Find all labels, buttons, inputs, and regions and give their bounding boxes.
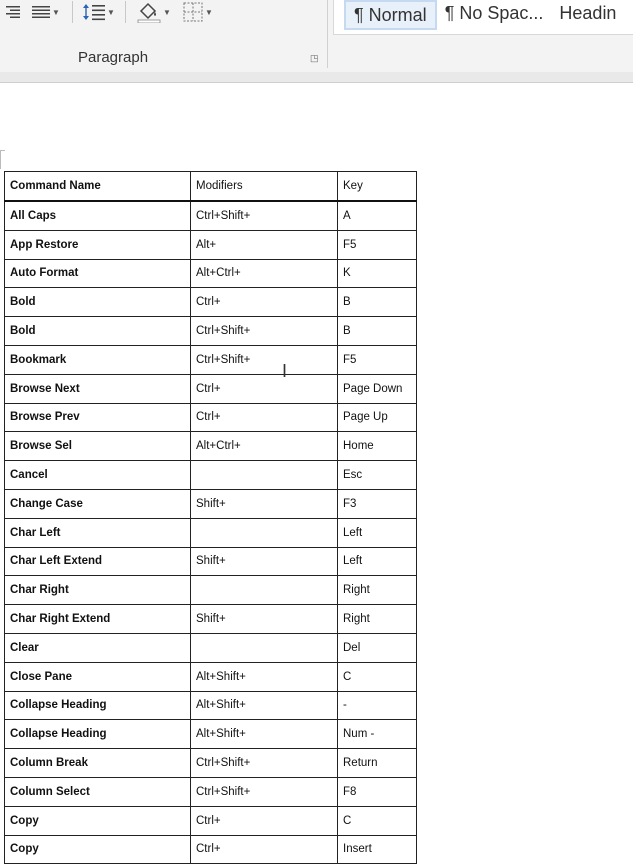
- cell-key[interactable]: Right: [338, 605, 417, 634]
- cell-key[interactable]: Left: [338, 547, 417, 576]
- cell-modifiers[interactable]: [191, 518, 338, 547]
- cell-command-name[interactable]: Char Right: [5, 576, 191, 605]
- table-row: [5, 432, 417, 461]
- margin-marker: [0, 150, 5, 169]
- cell-command-name[interactable]: All Caps: [5, 201, 191, 230]
- cell-command-name[interactable]: Column Select: [5, 777, 191, 806]
- chevron-down-icon: ▼: [107, 7, 115, 17]
- borders-button[interactable]: [176, 1, 220, 23]
- cell-command-name[interactable]: Collapse Heading: [5, 720, 191, 749]
- cell-modifiers[interactable]: Alt+: [191, 230, 338, 259]
- cell-key[interactable]: F5: [338, 230, 417, 259]
- table-row: [5, 345, 417, 374]
- cell-key[interactable]: Page Down: [338, 374, 417, 403]
- chevron-down-icon: ▼: [52, 7, 60, 17]
- line-spacing-icon: [83, 2, 105, 22]
- cell-modifiers[interactable]: Alt+Ctrl+: [191, 259, 338, 288]
- group-divider: [327, 0, 328, 68]
- cell-key[interactable]: Num -: [338, 720, 417, 749]
- paragraph-group-label: Paragraph: [78, 49, 149, 66]
- header-command-name[interactable]: Command Name: [5, 172, 191, 202]
- cell-key[interactable]: F8: [338, 777, 417, 806]
- chevron-down-icon: ▼: [163, 7, 171, 17]
- cell-modifiers[interactable]: Alt+Shift+: [191, 691, 338, 720]
- align-right-icon: [6, 6, 20, 18]
- styles-gallery: [333, 0, 633, 35]
- cell-modifiers[interactable]: [191, 633, 338, 662]
- cell-key[interactable]: B: [338, 288, 417, 317]
- table-row: [5, 230, 417, 259]
- toolbar-divider: [125, 1, 126, 23]
- cell-command-name[interactable]: Char Right Extend: [5, 605, 191, 634]
- cell-key[interactable]: F5: [338, 345, 417, 374]
- cell-key[interactable]: K: [338, 259, 417, 288]
- table-row: [5, 317, 417, 346]
- cell-modifiers[interactable]: Ctrl+: [191, 403, 338, 432]
- cell-key[interactable]: -: [338, 691, 417, 720]
- style-normal[interactable]: ¶ Normal: [344, 0, 437, 30]
- cell-key[interactable]: C: [338, 806, 417, 835]
- cell-key[interactable]: Home: [338, 432, 417, 461]
- shortcut-table: [4, 171, 417, 864]
- cell-key[interactable]: Esc: [338, 461, 417, 490]
- cell-command-name[interactable]: Column Break: [5, 749, 191, 778]
- cell-command-name[interactable]: Collapse Heading: [5, 691, 191, 720]
- chevron-down-icon: ▼: [205, 7, 213, 17]
- cell-command-name[interactable]: Browse Prev: [5, 403, 191, 432]
- table-row: [5, 518, 417, 547]
- cell-modifiers[interactable]: Ctrl+Shift+: [191, 317, 338, 346]
- table-row: [5, 403, 417, 432]
- justify-icon: [32, 6, 50, 18]
- table-row: [5, 288, 417, 317]
- style-heading[interactable]: Headin: [559, 2, 617, 23]
- cell-modifiers[interactable]: Ctrl+Shift+: [191, 345, 338, 374]
- cell-modifiers[interactable]: [191, 461, 338, 490]
- cell-key[interactable]: Right: [338, 576, 417, 605]
- cell-key[interactable]: Insert: [338, 835, 417, 864]
- table-row: [5, 605, 417, 634]
- cell-modifiers[interactable]: Alt+Shift+: [191, 720, 338, 749]
- cell-command-name[interactable]: Copy: [5, 806, 191, 835]
- cell-command-name[interactable]: Char Left: [5, 518, 191, 547]
- cell-key[interactable]: Del: [338, 633, 417, 662]
- shading-icon: [137, 1, 161, 23]
- header-key[interactable]: Key: [338, 172, 417, 202]
- cell-key[interactable]: B: [338, 317, 417, 346]
- cell-modifiers[interactable]: Ctrl+Shift+: [191, 777, 338, 806]
- ribbon: [0, 0, 633, 73]
- paragraph-tools: [0, 0, 220, 24]
- cell-modifiers[interactable]: Ctrl+: [191, 374, 338, 403]
- cell-modifiers[interactable]: Ctrl+Shift+: [191, 749, 338, 778]
- cell-modifiers[interactable]: Alt+Shift+: [191, 662, 338, 691]
- cell-key[interactable]: F3: [338, 489, 417, 518]
- table-row: [5, 777, 417, 806]
- cell-command-name[interactable]: Bold: [5, 317, 191, 346]
- borders-icon: [183, 2, 203, 22]
- cell-key[interactable]: Return: [338, 749, 417, 778]
- align-right-button[interactable]: [0, 1, 26, 23]
- cell-modifiers[interactable]: Ctrl+: [191, 835, 338, 864]
- cell-command-name[interactable]: Bookmark: [5, 345, 191, 374]
- cell-key[interactable]: Page Up: [338, 403, 417, 432]
- cell-key[interactable]: Left: [338, 518, 417, 547]
- line-spacing-button[interactable]: [79, 1, 119, 23]
- table-row: [5, 835, 417, 864]
- cell-command-name[interactable]: App Restore: [5, 230, 191, 259]
- cell-modifiers[interactable]: Shift+: [191, 605, 338, 634]
- cell-modifiers[interactable]: Shift+: [191, 489, 338, 518]
- table-row: [5, 374, 417, 403]
- cell-key[interactable]: C: [338, 662, 417, 691]
- cell-command-name[interactable]: Change Case: [5, 489, 191, 518]
- cell-command-name[interactable]: Clear: [5, 633, 191, 662]
- toolbar-divider: [72, 1, 73, 23]
- table-row: [5, 691, 417, 720]
- table-row: [5, 461, 417, 490]
- cell-modifiers[interactable]: [191, 576, 338, 605]
- cell-key[interactable]: A: [338, 201, 417, 230]
- table-row: [5, 749, 417, 778]
- table-row: [5, 662, 417, 691]
- cell-command-name[interactable]: Copy: [5, 835, 191, 864]
- shading-button[interactable]: [132, 1, 176, 23]
- cell-command-name[interactable]: Browse Sel: [5, 432, 191, 461]
- ribbon-bottom-edge: [0, 72, 633, 83]
- header-modifiers[interactable]: Modifiers: [191, 172, 338, 202]
- cell-command-name[interactable]: Cancel: [5, 461, 191, 490]
- cell-modifiers[interactable]: Ctrl+: [191, 806, 338, 835]
- cell-command-name[interactable]: Close Pane: [5, 662, 191, 691]
- table-row: [5, 547, 417, 576]
- cell-command-name[interactable]: Auto Format: [5, 259, 191, 288]
- table-row: [5, 201, 417, 230]
- cell-command-name[interactable]: Browse Next: [5, 374, 191, 403]
- cell-modifiers[interactable]: Ctrl+: [191, 288, 338, 317]
- table-row: [5, 633, 417, 662]
- table-row: [5, 259, 417, 288]
- cell-command-name[interactable]: Bold: [5, 288, 191, 317]
- cell-modifiers[interactable]: Shift+: [191, 547, 338, 576]
- dialog-launcher-icon[interactable]: ◳: [310, 53, 319, 63]
- table-row: [5, 720, 417, 749]
- table-row: [5, 576, 417, 605]
- table-header-row: [5, 172, 417, 202]
- table-row: [5, 489, 417, 518]
- justify-button[interactable]: [26, 1, 66, 23]
- cell-command-name[interactable]: Char Left Extend: [5, 547, 191, 576]
- style-no-spacing[interactable]: ¶ No Spac...: [444, 2, 544, 23]
- cell-modifiers[interactable]: Ctrl+Shift+: [191, 201, 338, 230]
- table-row: [5, 806, 417, 835]
- text-cursor-icon: I: [282, 361, 288, 381]
- cell-modifiers[interactable]: Alt+Ctrl+: [191, 432, 338, 461]
